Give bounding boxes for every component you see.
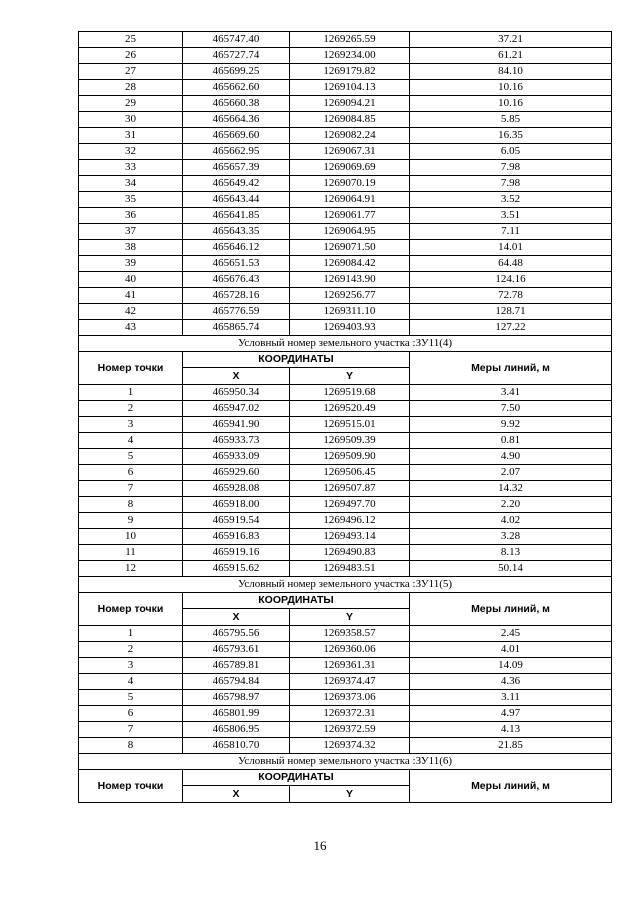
y-coordinate-cell: 1269179.82 — [290, 64, 410, 80]
header-x: X — [183, 786, 290, 803]
y-coordinate-cell: 1269082.24 — [290, 128, 410, 144]
line-measure-cell: 127.22 — [410, 320, 612, 336]
y-coordinate-cell: 1269506.45 — [290, 465, 410, 481]
table-row — [79, 272, 612, 288]
line-measure-cell: 4.36 — [410, 674, 612, 690]
x-coordinate-cell: 465649.42 — [183, 176, 290, 192]
x-coordinate-cell: 465865.74 — [183, 320, 290, 336]
y-coordinate-cell: 1269361.31 — [290, 658, 410, 674]
table-row — [79, 626, 612, 642]
table-row — [79, 642, 612, 658]
line-measure-cell: 3.41 — [410, 385, 612, 401]
line-measure-cell: 124.16 — [410, 272, 612, 288]
table-row — [79, 481, 612, 497]
y-coordinate-cell: 1269070.19 — [290, 176, 410, 192]
point-number-cell: 10 — [79, 529, 183, 545]
line-measure-cell: 10.16 — [410, 80, 612, 96]
table-row — [79, 561, 612, 577]
point-number-cell: 6 — [79, 465, 183, 481]
line-measure-cell: 2.45 — [410, 626, 612, 642]
y-coordinate-cell: 1269064.91 — [290, 192, 410, 208]
section-title: Условный номер земельного участка :ЗУ11(5) — [79, 577, 612, 593]
line-measure-cell: 0.81 — [410, 433, 612, 449]
header-y: Y — [290, 786, 410, 803]
y-coordinate-cell: 1269061.77 — [290, 208, 410, 224]
y-coordinate-cell: 1269265.59 — [290, 32, 410, 48]
line-measure-cell: 7.98 — [410, 160, 612, 176]
line-measure-cell: 72.78 — [410, 288, 612, 304]
y-coordinate-cell: 1269234.00 — [290, 48, 410, 64]
header-x: X — [183, 609, 290, 626]
line-measure-cell: 128.71 — [410, 304, 612, 320]
line-measure-cell: 4.01 — [410, 642, 612, 658]
x-coordinate-cell: 465929.60 — [183, 465, 290, 481]
y-coordinate-cell: 1269084.42 — [290, 256, 410, 272]
point-number-cell: 1 — [79, 385, 183, 401]
x-coordinate-cell: 465662.95 — [183, 144, 290, 160]
y-coordinate-cell: 1269496.12 — [290, 513, 410, 529]
point-number-cell: 8 — [79, 497, 183, 513]
y-coordinate-cell: 1269069.69 — [290, 160, 410, 176]
line-measure-cell: 7.50 — [410, 401, 612, 417]
x-coordinate-cell: 465919.16 — [183, 545, 290, 561]
line-measure-cell: 14.09 — [410, 658, 612, 674]
x-coordinate-cell: 465646.12 — [183, 240, 290, 256]
y-coordinate-cell: 1269071.50 — [290, 240, 410, 256]
line-measure-cell: 14.32 — [410, 481, 612, 497]
table-row — [79, 529, 612, 545]
point-number-cell: 6 — [79, 706, 183, 722]
x-coordinate-cell: 465798.97 — [183, 690, 290, 706]
x-coordinate-cell: 465918.00 — [183, 497, 290, 513]
y-coordinate-cell: 1269509.39 — [290, 433, 410, 449]
point-number-cell: 5 — [79, 449, 183, 465]
table-row — [79, 96, 612, 112]
header-coordinates: КООРДИНАТЫ — [183, 770, 410, 786]
line-measure-cell: 61.21 — [410, 48, 612, 64]
table-row — [79, 192, 612, 208]
line-measure-cell: 50.14 — [410, 561, 612, 577]
table-row — [79, 112, 612, 128]
y-coordinate-cell: 1269256.77 — [290, 288, 410, 304]
table-row — [79, 433, 612, 449]
point-number-cell: 2 — [79, 642, 183, 658]
point-number-cell: 35 — [79, 192, 183, 208]
point-number-cell: 4 — [79, 433, 183, 449]
y-coordinate-cell: 1269483.51 — [290, 561, 410, 577]
x-coordinate-cell: 465915.62 — [183, 561, 290, 577]
line-measure-cell: 3.11 — [410, 690, 612, 706]
line-measure-cell: 4.02 — [410, 513, 612, 529]
document-page — [78, 31, 611, 803]
y-coordinate-cell: 1269507.87 — [290, 481, 410, 497]
section-title-row — [79, 577, 612, 593]
point-number-cell: 2 — [79, 401, 183, 417]
table-row — [79, 208, 612, 224]
x-coordinate-cell: 465643.35 — [183, 224, 290, 240]
line-measure-cell: 2.07 — [410, 465, 612, 481]
x-coordinate-cell: 465810.70 — [183, 738, 290, 754]
header-coordinates: КООРДИНАТЫ — [183, 352, 410, 368]
x-coordinate-cell: 465933.73 — [183, 433, 290, 449]
y-coordinate-cell: 1269497.70 — [290, 497, 410, 513]
header-line-measures: Меры линий, м — [410, 770, 612, 803]
x-coordinate-cell: 465662.60 — [183, 80, 290, 96]
header-line-measures: Меры линий, м — [410, 593, 612, 626]
point-number-cell: 26 — [79, 48, 183, 64]
table-row — [79, 32, 612, 48]
line-measure-cell: 10.16 — [410, 96, 612, 112]
point-number-cell: 34 — [79, 176, 183, 192]
y-coordinate-cell: 1269360.06 — [290, 642, 410, 658]
table-row — [79, 690, 612, 706]
line-measure-cell: 4.90 — [410, 449, 612, 465]
y-coordinate-cell: 1269143.90 — [290, 272, 410, 288]
header-x: X — [183, 368, 290, 385]
table-row — [79, 722, 612, 738]
point-number-cell: 25 — [79, 32, 183, 48]
line-measure-cell: 4.97 — [410, 706, 612, 722]
x-coordinate-cell: 465801.99 — [183, 706, 290, 722]
header-y: Y — [290, 609, 410, 626]
line-measure-cell: 5.85 — [410, 112, 612, 128]
table-row — [79, 320, 612, 336]
point-number-cell: 30 — [79, 112, 183, 128]
y-coordinate-cell: 1269064.95 — [290, 224, 410, 240]
y-coordinate-cell: 1269104.13 — [290, 80, 410, 96]
point-number-cell: 32 — [79, 144, 183, 160]
point-number-cell: 40 — [79, 272, 183, 288]
x-coordinate-cell: 465794.84 — [183, 674, 290, 690]
y-coordinate-cell: 1269509.90 — [290, 449, 410, 465]
page-number: 16 — [313, 838, 327, 853]
line-measure-cell: 2.20 — [410, 497, 612, 513]
x-coordinate-cell: 465669.60 — [183, 128, 290, 144]
point-number-cell: 9 — [79, 513, 183, 529]
line-measure-cell: 3.52 — [410, 192, 612, 208]
point-number-cell: 38 — [79, 240, 183, 256]
x-coordinate-cell: 465643.44 — [183, 192, 290, 208]
line-measure-cell: 3.28 — [410, 529, 612, 545]
point-number-cell: 7 — [79, 481, 183, 497]
line-measure-cell: 14.01 — [410, 240, 612, 256]
section-title-row — [79, 336, 612, 352]
table-row — [79, 385, 612, 401]
x-coordinate-cell: 465660.38 — [183, 96, 290, 112]
point-number-cell: 28 — [79, 80, 183, 96]
point-number-cell: 12 — [79, 561, 183, 577]
table-row — [79, 465, 612, 481]
x-coordinate-cell: 465728.16 — [183, 288, 290, 304]
x-coordinate-cell: 465676.43 — [183, 272, 290, 288]
x-coordinate-cell: 465664.36 — [183, 112, 290, 128]
point-number-cell: 8 — [79, 738, 183, 754]
y-coordinate-cell: 1269372.31 — [290, 706, 410, 722]
table-row — [79, 401, 612, 417]
x-coordinate-cell: 465727.74 — [183, 48, 290, 64]
y-coordinate-cell: 1269403.93 — [290, 320, 410, 336]
line-measure-cell: 6.05 — [410, 144, 612, 160]
y-coordinate-cell: 1269519.68 — [290, 385, 410, 401]
header-row — [79, 593, 612, 609]
table-row — [79, 417, 612, 433]
point-number-cell: 3 — [79, 417, 183, 433]
line-measure-cell: 9.92 — [410, 417, 612, 433]
point-number-cell: 11 — [79, 545, 183, 561]
x-coordinate-cell: 465916.83 — [183, 529, 290, 545]
x-coordinate-cell: 465651.53 — [183, 256, 290, 272]
header-line-measures: Меры линий, м — [410, 352, 612, 385]
x-coordinate-cell: 465806.95 — [183, 722, 290, 738]
table-row — [79, 288, 612, 304]
point-number-cell: 33 — [79, 160, 183, 176]
table-row — [79, 513, 612, 529]
point-number-cell: 37 — [79, 224, 183, 240]
table-row — [79, 256, 612, 272]
table-row — [79, 48, 612, 64]
x-coordinate-cell: 465793.61 — [183, 642, 290, 658]
x-coordinate-cell: 465941.90 — [183, 417, 290, 433]
x-coordinate-cell: 465919.54 — [183, 513, 290, 529]
point-number-cell: 39 — [79, 256, 183, 272]
x-coordinate-cell: 465776.59 — [183, 304, 290, 320]
table-row — [79, 304, 612, 320]
table-row — [79, 449, 612, 465]
table-row — [79, 706, 612, 722]
y-coordinate-cell: 1269493.14 — [290, 529, 410, 545]
line-measure-cell: 7.11 — [410, 224, 612, 240]
table-row — [79, 738, 612, 754]
header-point-number: Номер точки — [79, 352, 183, 385]
coordinates-table-body — [79, 32, 612, 803]
y-coordinate-cell: 1269358.57 — [290, 626, 410, 642]
y-coordinate-cell: 1269374.47 — [290, 674, 410, 690]
table-row — [79, 674, 612, 690]
header-point-number: Номер точки — [79, 593, 183, 626]
line-measure-cell: 7.98 — [410, 176, 612, 192]
line-measure-cell: 21.85 — [410, 738, 612, 754]
y-coordinate-cell: 1269067.31 — [290, 144, 410, 160]
x-coordinate-cell: 465947.02 — [183, 401, 290, 417]
y-coordinate-cell: 1269311.10 — [290, 304, 410, 320]
x-coordinate-cell: 465950.34 — [183, 385, 290, 401]
point-number-cell: 41 — [79, 288, 183, 304]
line-measure-cell: 37.21 — [410, 32, 612, 48]
header-point-number: Номер точки — [79, 770, 183, 803]
line-measure-cell: 64.48 — [410, 256, 612, 272]
header-coordinates: КООРДИНАТЫ — [183, 593, 410, 609]
x-coordinate-cell: 465657.39 — [183, 160, 290, 176]
table-row — [79, 128, 612, 144]
y-coordinate-cell: 1269372.59 — [290, 722, 410, 738]
line-measure-cell: 16.35 — [410, 128, 612, 144]
x-coordinate-cell: 465928.08 — [183, 481, 290, 497]
table-row — [79, 64, 612, 80]
section-title-row — [79, 754, 612, 770]
table-row — [79, 176, 612, 192]
table-row — [79, 160, 612, 176]
line-measure-cell: 4.13 — [410, 722, 612, 738]
point-number-cell: 36 — [79, 208, 183, 224]
point-number-cell: 3 — [79, 658, 183, 674]
x-coordinate-cell: 465933.09 — [183, 449, 290, 465]
point-number-cell: 5 — [79, 690, 183, 706]
header-row — [79, 770, 612, 786]
coordinates-table — [78, 31, 612, 803]
point-number-cell: 31 — [79, 128, 183, 144]
y-coordinate-cell: 1269520.49 — [290, 401, 410, 417]
line-measure-cell: 84.10 — [410, 64, 612, 80]
table-row — [79, 497, 612, 513]
line-measure-cell: 3.51 — [410, 208, 612, 224]
point-number-cell: 29 — [79, 96, 183, 112]
section-title: Условный номер земельного участка :ЗУ11(6) — [79, 754, 612, 770]
point-number-cell: 27 — [79, 64, 183, 80]
x-coordinate-cell: 465699.25 — [183, 64, 290, 80]
section-title: Условный номер земельного участка :ЗУ11(4) — [79, 336, 612, 352]
y-coordinate-cell: 1269490.83 — [290, 545, 410, 561]
table-row — [79, 224, 612, 240]
point-number-cell: 4 — [79, 674, 183, 690]
x-coordinate-cell: 465747.40 — [183, 32, 290, 48]
point-number-cell: 42 — [79, 304, 183, 320]
point-number-cell: 43 — [79, 320, 183, 336]
y-coordinate-cell: 1269084.85 — [290, 112, 410, 128]
x-coordinate-cell: 465795.56 — [183, 626, 290, 642]
y-coordinate-cell: 1269374.32 — [290, 738, 410, 754]
header-y: Y — [290, 368, 410, 385]
table-row — [79, 144, 612, 160]
point-number-cell: 1 — [79, 626, 183, 642]
header-row — [79, 352, 612, 368]
table-row — [79, 80, 612, 96]
y-coordinate-cell: 1269094.21 — [290, 96, 410, 112]
point-number-cell: 7 — [79, 722, 183, 738]
table-row — [79, 545, 612, 561]
table-row — [79, 240, 612, 256]
table-row — [79, 658, 612, 674]
x-coordinate-cell: 465789.81 — [183, 658, 290, 674]
y-coordinate-cell: 1269515.01 — [290, 417, 410, 433]
x-coordinate-cell: 465641.85 — [183, 208, 290, 224]
line-measure-cell: 8.13 — [410, 545, 612, 561]
y-coordinate-cell: 1269373.06 — [290, 690, 410, 706]
